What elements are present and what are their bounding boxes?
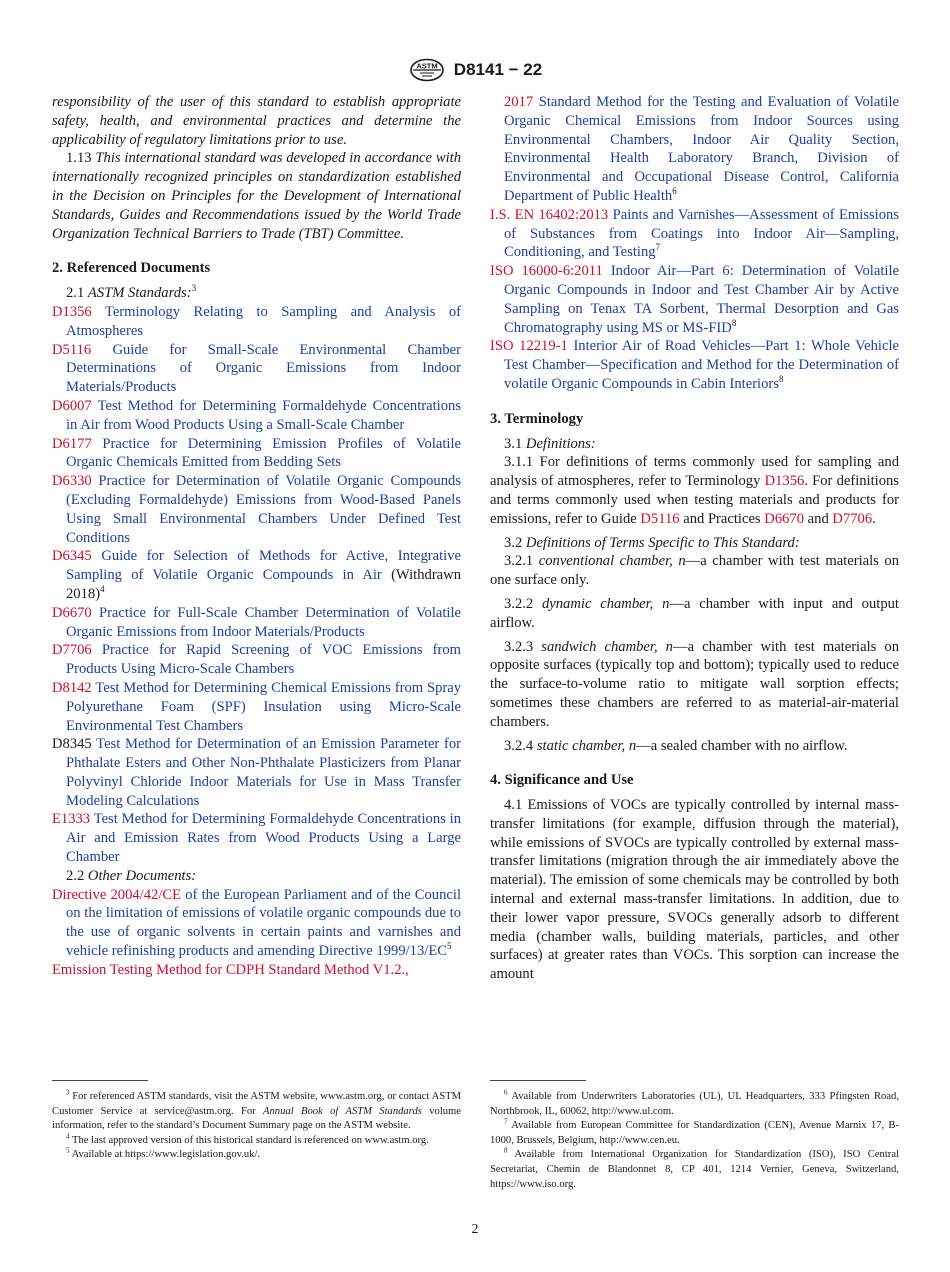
footnote-marker: 5	[66, 1146, 70, 1155]
section-number: 3.1	[504, 435, 523, 452]
footnotes-left	[52, 1090, 461, 1163]
footnotes-right	[490, 1090, 899, 1192]
paragraph-text: . For definitions and terms commonly used when testing materials and products for emissions, refer to Guide	[490, 473, 899, 527]
reference-item	[490, 337, 899, 393]
paragraph-text: .	[872, 510, 876, 527]
section-label: Definitions of Terms Specific to This Standard:	[525, 534, 800, 551]
reference-title-link[interactable]: Standard Method for the Testing and Evaluation of Volatile Organic Chemical Emissions from Indoor Sources using Environmental Chambers, Indoor Air Quality Section, Environmental Health Laboratory Branch, Division of Environmental and Occupational Disease Control, California Department of Public Health	[504, 94, 899, 204]
footnote-text: The last approved version of this historical standard is referenced on www.astm.org.	[71, 1134, 429, 1146]
reference-item	[52, 472, 461, 547]
footnote-6	[490, 1090, 899, 1119]
reference-code-link[interactable]: I.S. EN 16402:2013	[490, 206, 609, 223]
footnote-marker: 6	[504, 1088, 508, 1097]
inline-reference-link[interactable]: D6670	[764, 510, 805, 527]
section-label: ASTM Standards:	[87, 285, 192, 302]
section-3-2-3	[490, 638, 899, 732]
reference-title-link[interactable]: Practice for Full-Scale Chamber Determination of Volatile Organic Emissions from Indoor Materials/Products	[66, 604, 461, 640]
paragraph-text: and Practices	[683, 510, 761, 527]
reference-title-link[interactable]: Practice for Determining Emission Profiles of Volatile Organic Chemicals Emitted from Bedding Sets	[66, 435, 461, 471]
page-header	[0, 58, 950, 82]
reference-note: (Withdrawn 2018)	[66, 567, 461, 602]
reference-code-link[interactable]: Emission Testing Method for CDPH Standard Method V1.2.,	[52, 961, 409, 978]
reference-item	[52, 303, 461, 341]
reference-item	[490, 206, 899, 262]
section-3-2-4	[490, 737, 899, 756]
reference-code-link[interactable]: D7706	[52, 642, 92, 659]
footnote-5	[52, 1148, 461, 1163]
footnote-marker: 4	[66, 1132, 70, 1141]
footnote-4	[52, 1134, 461, 1149]
footnote-text: volume information, refer to the standard’s Document Summary page on the ASTM website.	[52, 1105, 461, 1132]
intro-end-paragraph: responsibility of the user of this standard to establish appropriate safety, health, and environmental practices and determine the applicability of regulatory limitations prior to use.	[52, 94, 461, 148]
section-3-title: 3. Terminology	[490, 410, 584, 427]
reference-code-link[interactable]: D8142	[52, 679, 92, 696]
reference-code-link[interactable]: Directive 2004/42/CE	[52, 886, 182, 903]
reference-code-link[interactable]: 2017	[504, 94, 534, 110]
astm-reference-list	[52, 303, 461, 867]
reference-code-link[interactable]: D6345	[52, 548, 92, 565]
section-number: 3.2	[504, 534, 523, 551]
document-id: D8141 − 22	[453, 60, 543, 79]
definition-text: —a sealed chamber with no airflow.	[636, 737, 848, 754]
section-4-title: 4. Significance and Use	[490, 772, 634, 789]
reference-code-link[interactable]: D6670	[52, 604, 92, 621]
footnote-text: For referenced ASTM standards, visit the ASTM website, www.astm.org, or contact ASTM Customer Service at service@astm.org. For	[52, 1091, 461, 1117]
section-3-1-1	[490, 453, 899, 528]
section-number: 1.13	[66, 150, 92, 167]
section-number: 3.2.3	[504, 638, 534, 655]
section-text: This international standard was developed in accordance with internationally recognized principles on standardization established in the Decision on Principles for the Development of International Standards, Guides and Recommendations issued by the World Trade Organization Technical Barriers to Trade (TBT) Committee.	[52, 150, 461, 242]
inline-reference-link[interactable]: D1356	[764, 473, 805, 490]
footnote-ref[interactable]: 4	[100, 584, 105, 595]
reference-item	[52, 547, 461, 603]
reference-title-link[interactable]: Practice for Rapid Screening of VOC Emissions from Products Using Micro-Scale Chambers	[66, 642, 461, 678]
defined-term: dynamic chamber, n	[541, 595, 670, 612]
defined-term: sandwich chamber, n	[541, 638, 673, 655]
footnote-8	[490, 1148, 899, 1192]
reference-title-link[interactable]: Test Method for Determination of an Emission Parameter for Phthalate Esters and Other Non-Phthalate Plasticizers from Planar Polyvinyl Chloride Indoor Materials for Use in Mass Transfer Modeling Calculations	[66, 736, 461, 809]
footnote-ref[interactable]: 8	[778, 374, 784, 385]
reference-item	[52, 341, 461, 397]
reference-title-link[interactable]: Test Method for Determining Formaldehyde Concentrations in Air from Wood Products Using a Small-Scale Chamber	[66, 397, 461, 433]
section-3-2-1	[490, 552, 899, 590]
paragraph-text: and	[807, 510, 829, 527]
section-2-1	[52, 284, 461, 303]
section-3-1	[490, 435, 899, 454]
reference-item	[52, 604, 461, 642]
footnote-divider	[490, 1080, 586, 1081]
section-number: 2.2	[66, 867, 85, 884]
definition-text: —a chamber with input and output airflow.	[490, 595, 899, 631]
reference-item	[52, 961, 461, 980]
footnote-text: Annual Book of ASTM Standards	[263, 1105, 422, 1117]
footnote-ref[interactable]: 6	[672, 186, 677, 197]
reference-item-continued	[490, 93, 899, 206]
defined-term: static chamber, n	[536, 737, 637, 754]
reference-code: D8345	[52, 736, 92, 753]
footnote-marker: 7	[504, 1117, 508, 1126]
reference-code-link[interactable]: ISO 12219-1	[490, 338, 568, 355]
reference-item	[52, 679, 461, 735]
section-number: 3.2.2	[504, 595, 534, 612]
reference-code-link[interactable]: D5116	[52, 341, 92, 358]
reference-item	[52, 397, 461, 435]
reference-title-link[interactable]: Guide for Small-Scale Environmental Chamber Determinations of Organic Emissions from Indoor Materials/Products	[66, 341, 461, 396]
right-column	[490, 93, 899, 984]
section-number: 3.2.1	[504, 553, 534, 570]
reference-code-link[interactable]: D6330	[52, 473, 92, 490]
reference-code-link[interactable]: D6007	[52, 397, 92, 414]
section-1-13	[52, 149, 461, 243]
section-2-title: 2. Referenced Documents	[52, 260, 211, 277]
definition-text: —a chamber with test materials on one surface only.	[490, 553, 899, 589]
section-label: Other Documents:	[87, 867, 197, 884]
section-4-1: 4.1 Emissions of VOCs are typically controlled by internal mass-transfer limitations (for example, diffusion through the material), while emissions of SVOCs are typically controlled by external mass-transfer limitations (migration through the air immediately above the material). The emission of some chemicals may be controlled by both internal and external mass-transfer limitations. In addition, due to their lower vapor pressure, SVOCs generally adsorb to different media (chamber walls, building materials, particles, and other surfaces) at greater rates than VOCs. This sorption can increase the amount	[490, 797, 899, 983]
reference-title-link[interactable]: Practice for Determination of Volatile Organic Compounds (Excluding Formaldehyde) Emissions from Wood-Based Panels Using Small Environmental Chambers Under Defined Test Conditions	[66, 473, 461, 546]
section-2-2	[52, 867, 461, 886]
reference-title-link[interactable]: Indoor Air—Part 6: Determination of Volatile Organic Compounds in Indoor and Test Chamber Air by Active Sampling on Tenax TA Sorbent, Thermal Desorption and Gas Chromatography using MS or MS-FID	[504, 263, 899, 336]
footnote-text: Available from European Committee for Standardization (CEN), Avenue Marnix 17, B-1000, Brussels, Belgium, http://www.cen.eu.	[490, 1120, 899, 1146]
reference-title-link[interactable]: of the European Parliament and of the Council on the limitation of emissions of volatile organic compounds due to the use of organic solvents in certain paints and varnishes and vehicle refinishing products and amending Directive 1999/13/EC	[66, 886, 461, 960]
paragraph-text: 3.1.1 For definitions of terms commonly used for sampling and analysis of atmospheres, refer to Terminology	[490, 454, 899, 490]
reference-title-link[interactable]: Test Method for Determining Chemical Emissions from Spray Polyurethane Foam (SPF) Insulation using Micro-Scale Environmental Test Chambers	[66, 679, 462, 734]
footnote-marker: 8	[504, 1146, 508, 1155]
footnote-ref[interactable]: 3	[191, 283, 197, 294]
section-number: 3.2.4	[504, 737, 534, 754]
footnote-ref[interactable]: 7	[655, 242, 661, 253]
page-number: 2	[471, 1222, 479, 1237]
footnote-ref[interactable]: 5	[446, 941, 452, 952]
footnote-7	[490, 1119, 899, 1148]
reference-code-link[interactable]: ISO 16000-6:2011	[490, 263, 603, 280]
svg-text:ASTM: ASTM	[416, 61, 438, 71]
reference-item	[52, 735, 461, 810]
inline-reference-link[interactable]: D5116	[640, 510, 680, 527]
footnote-text: Available at https://www.legislation.gov.uk/.	[71, 1149, 261, 1161]
reference-title-link[interactable]: Terminology Relating to Sampling and Analysis of Atmospheres	[66, 303, 462, 339]
astm-logo-icon	[408, 58, 446, 82]
reference-item	[52, 886, 461, 961]
reference-title-link[interactable]: Paints and Varnishes—Assessment of Emissions of Substances from Coatings into Indoor Air—Sampling, Conditioning, and Testing	[504, 206, 900, 261]
reference-title-link[interactable]: Guide for Selection of Methods for Active, Integrative Sampling of Volatile Organic Compounds in Air	[66, 548, 461, 584]
section-number: 2.1	[66, 285, 85, 302]
reference-item	[490, 262, 899, 337]
section-3-2-2	[490, 595, 899, 633]
section-label: Definitions:	[525, 435, 596, 452]
footnote-text: Available from Underwriters Laboratories (UL), UL Headquarters, 333 Pfingsten Road, Northbrook, IL, 60062, http://www.ul.com.	[490, 1091, 899, 1117]
reference-item	[52, 641, 461, 679]
footnote-ref[interactable]: 8	[731, 317, 737, 328]
footnote-text: Available from International Organization for Standardization (ISO), ISO Central Secretariat, Chemin de Blandonnet 8, CP 401, 1214 Vernier, Geneva, Switzerland, https://www.iso.org.	[490, 1149, 899, 1190]
inline-reference-link[interactable]: D7706	[832, 510, 873, 527]
left-column	[52, 93, 461, 980]
reference-code-link[interactable]: E1333	[52, 811, 91, 828]
reference-title-link[interactable]: Test Method for Determining Formaldehyde Concentrations in Air and Emission Rates from Wood Products Using a Large Chamber	[66, 811, 461, 866]
footnote-3	[52, 1090, 461, 1134]
reference-item	[52, 435, 461, 473]
reference-item	[52, 810, 461, 866]
defined-term: conventional chamber, n	[538, 553, 686, 570]
reference-code-link[interactable]: D1356	[52, 303, 92, 320]
footnote-divider	[52, 1080, 148, 1081]
reference-code-link[interactable]: D6177	[52, 435, 92, 452]
section-3-2	[490, 534, 899, 553]
definition-text: —a chamber with test materials on opposite surfaces (typically top and bottom); typically used to reduce the surface-to-volume ratio to mitigate wall sorption effects; sometimes these chambers are referred to as material-air-material chambers.	[490, 638, 900, 730]
footnote-marker: 3	[66, 1088, 70, 1097]
reference-title-link[interactable]: Interior Air of Road Vehicles—Part 1: Whole Vehicle Test Chamber—Specification and Method for the Determination of volatile Organic Compounds in Cabin Interiors	[504, 338, 899, 392]
